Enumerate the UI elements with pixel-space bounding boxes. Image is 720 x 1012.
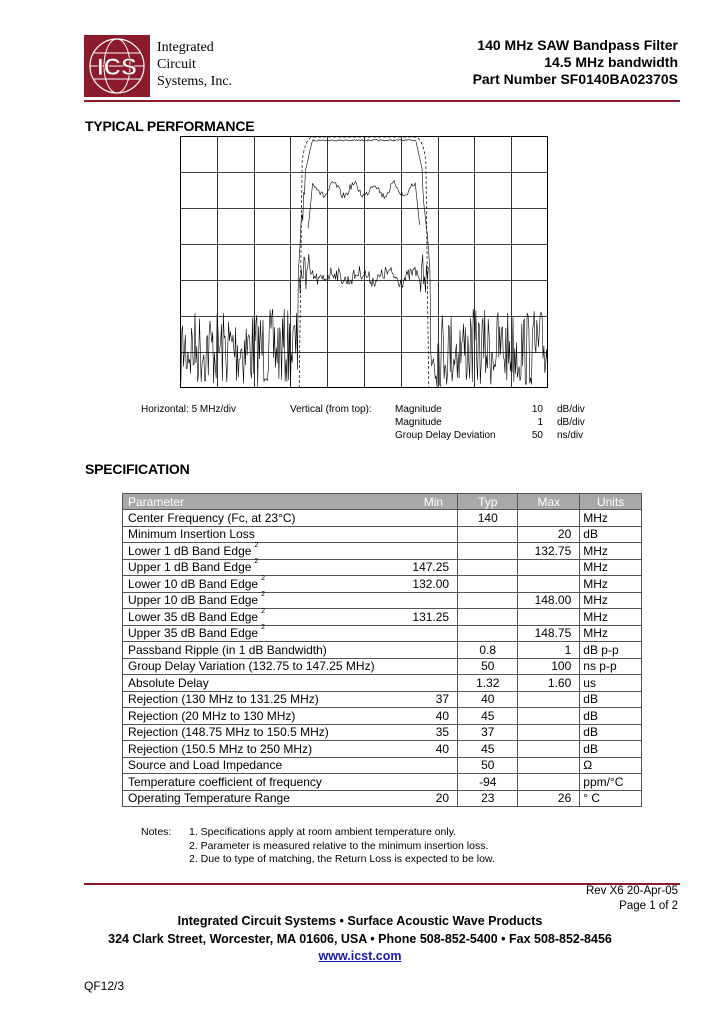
bandwidth-title: 14.5 MHz bandwidth bbox=[544, 54, 678, 70]
parameter-text: Center Frequency (Fc, at 23°C) bbox=[128, 510, 296, 525]
cell-max bbox=[518, 724, 580, 741]
trace-unit: ns/div bbox=[557, 430, 584, 441]
cell-max bbox=[518, 609, 580, 626]
cell-typ: 45 bbox=[458, 741, 518, 758]
cell-units: MHz bbox=[580, 510, 642, 527]
cell-typ: 50 bbox=[458, 658, 518, 675]
website-link[interactable]: www.icst.com bbox=[318, 949, 402, 963]
cell-units: dB bbox=[580, 724, 642, 741]
cell-units: dB bbox=[580, 741, 642, 758]
cell-min: 40 bbox=[394, 708, 458, 725]
form-code: QF12/3 bbox=[84, 979, 125, 993]
table-row bbox=[123, 642, 642, 659]
parameter-text: Group Delay Variation (132.75 to 147.25 MHz) bbox=[128, 659, 375, 674]
notes-label: Notes: bbox=[141, 826, 172, 838]
note-item: 2. Parameter is measured relative to the minimum insertion loss. bbox=[189, 839, 489, 852]
cell-parameter bbox=[123, 625, 394, 642]
trace-legend-row bbox=[395, 403, 605, 416]
cell-min: 37 bbox=[394, 691, 458, 708]
cell-max bbox=[518, 576, 580, 593]
trace-unit: dB/div bbox=[557, 404, 585, 415]
header-divider bbox=[84, 100, 680, 102]
company-name-line: Systems, Inc. bbox=[157, 74, 233, 89]
parameter-text: Rejection (20 MHz to 130 MHz) bbox=[128, 708, 296, 723]
cell-max: 148.00 bbox=[518, 592, 580, 609]
cell-min: 40 bbox=[394, 741, 458, 758]
table-row bbox=[123, 543, 642, 560]
cell-parameter bbox=[123, 774, 394, 791]
cell-max bbox=[518, 691, 580, 708]
cell-min bbox=[394, 510, 458, 527]
table-row bbox=[123, 592, 642, 609]
cell-parameter bbox=[123, 543, 394, 560]
footnote-marker: 2 bbox=[261, 624, 266, 632]
note-item: 2. Due to type of matching, the Return Loss is expected to be low. bbox=[189, 853, 495, 865]
performance-plot bbox=[180, 136, 548, 388]
cell-parameter bbox=[123, 675, 394, 692]
table-row bbox=[123, 691, 642, 708]
cell-min bbox=[394, 658, 458, 675]
parameter-text: Lower 10 dB Band Edge bbox=[128, 576, 259, 591]
cell-typ: 50 bbox=[458, 757, 518, 774]
cell-typ bbox=[458, 576, 518, 593]
footnote-marker: 2 bbox=[254, 541, 259, 549]
company-name-line: Circuit bbox=[157, 57, 196, 72]
cell-typ bbox=[458, 609, 518, 626]
cell-units: ° C bbox=[580, 790, 642, 807]
trace-name: Magnitude bbox=[395, 404, 442, 415]
cell-min: 132.00 bbox=[394, 576, 458, 593]
cell-parameter bbox=[123, 757, 394, 774]
cell-min bbox=[394, 625, 458, 642]
cell-typ: 1.32 bbox=[458, 675, 518, 692]
table-row bbox=[123, 724, 642, 741]
parameter-text: Upper 10 dB Band Edge bbox=[128, 593, 259, 608]
cell-typ bbox=[458, 543, 518, 560]
cell-typ: 37 bbox=[458, 724, 518, 741]
cell-typ: 0.8 bbox=[458, 642, 518, 659]
trace-value: 50 bbox=[531, 430, 543, 441]
cell-parameter bbox=[123, 741, 394, 758]
cell-parameter bbox=[123, 592, 394, 609]
cell-typ: -94 bbox=[458, 774, 518, 791]
table-row bbox=[123, 675, 642, 692]
parameter-text: Minimum Insertion Loss bbox=[128, 527, 255, 542]
cell-units: MHz bbox=[580, 625, 642, 642]
trace-name: Group Delay Deviation bbox=[395, 430, 496, 441]
cell-typ: 140 bbox=[458, 510, 518, 527]
cell-units: dB bbox=[580, 708, 642, 725]
cell-min bbox=[394, 543, 458, 560]
parameter-text: Rejection (148.75 MHz to 150.5 MHz) bbox=[128, 725, 329, 740]
page-number: Page 1 of 2 bbox=[619, 900, 678, 912]
cell-max: 100 bbox=[518, 658, 580, 675]
cell-parameter bbox=[123, 526, 394, 543]
cell-min: 35 bbox=[394, 724, 458, 741]
cell-typ bbox=[458, 526, 518, 543]
trace-legend bbox=[395, 403, 605, 442]
table-row bbox=[123, 790, 642, 807]
cell-max bbox=[518, 774, 580, 791]
footer-address-line: 324 Clark Street, Worcester, MA 01606, USA • Phone 508-852-5400 • Fax 508-852-8456 bbox=[108, 932, 612, 946]
specification-table bbox=[122, 493, 642, 807]
cell-parameter bbox=[123, 576, 394, 593]
cell-parameter bbox=[123, 609, 394, 626]
cell-typ: 23 bbox=[458, 790, 518, 807]
cell-min bbox=[394, 757, 458, 774]
trace-legend-row bbox=[395, 429, 605, 442]
cell-units: MHz bbox=[580, 559, 642, 576]
parameter-text: Temperature coefficient of frequency bbox=[128, 774, 322, 789]
cell-units: MHz bbox=[580, 592, 642, 609]
column-header-max: Max bbox=[518, 494, 580, 510]
product-title: 140 MHz SAW Bandpass Filter bbox=[477, 37, 678, 53]
cell-typ bbox=[458, 559, 518, 576]
cell-units: ppm/°C bbox=[580, 774, 642, 791]
cell-max bbox=[518, 510, 580, 527]
cell-typ: 45 bbox=[458, 708, 518, 725]
cell-min bbox=[394, 592, 458, 609]
note-item: 1. Specifications apply at room ambient temperature only. bbox=[189, 826, 457, 838]
cell-parameter bbox=[123, 510, 394, 527]
logo-text: ICS bbox=[96, 54, 138, 81]
cell-min bbox=[394, 526, 458, 543]
table-row bbox=[123, 526, 642, 543]
cell-max: 148.75 bbox=[518, 625, 580, 642]
table-row bbox=[123, 774, 642, 791]
trace-name: Magnitude bbox=[395, 417, 442, 428]
trace-unit: dB/div bbox=[557, 417, 585, 428]
cell-parameter bbox=[123, 658, 394, 675]
footnote-marker: 2 bbox=[261, 591, 266, 599]
specification-heading: SPECIFICATION bbox=[85, 461, 190, 477]
cell-units: MHz bbox=[580, 576, 642, 593]
cell-units: ns p-p bbox=[580, 658, 642, 675]
cell-max: 1 bbox=[518, 642, 580, 659]
cell-units: MHz bbox=[580, 609, 642, 626]
table-header-row bbox=[123, 494, 642, 510]
parameter-text: Absolute Delay bbox=[128, 675, 209, 690]
part-number: Part Number SF0140BA02370S bbox=[472, 71, 678, 87]
table-row bbox=[123, 708, 642, 725]
cell-max: 20 bbox=[518, 526, 580, 543]
table-row bbox=[123, 757, 642, 774]
revision-block bbox=[586, 884, 678, 914]
cell-units: Ω bbox=[580, 757, 642, 774]
table-row bbox=[123, 609, 642, 626]
column-header-units: Units bbox=[580, 494, 642, 510]
cell-units: MHz bbox=[580, 543, 642, 560]
parameter-text: Upper 1 dB Band Edge bbox=[128, 560, 252, 575]
cell-typ: 40 bbox=[458, 691, 518, 708]
cell-min bbox=[394, 675, 458, 692]
cell-min bbox=[394, 774, 458, 791]
cell-min: 131.25 bbox=[394, 609, 458, 626]
cell-max bbox=[518, 757, 580, 774]
cell-max bbox=[518, 741, 580, 758]
column-header-typ: Typ bbox=[458, 494, 518, 510]
parameter-text: Rejection (150.5 MHz to 250 MHz) bbox=[128, 741, 313, 756]
cell-units: us bbox=[580, 675, 642, 692]
footnote-marker: 2 bbox=[261, 574, 266, 582]
trace-legend-row bbox=[395, 416, 605, 429]
cell-max: 132.75 bbox=[518, 543, 580, 560]
cell-min bbox=[394, 642, 458, 659]
document-title-block bbox=[473, 37, 678, 88]
parameter-text: Lower 1 dB Band Edge bbox=[128, 543, 252, 558]
typical-performance-heading: TYPICAL PERFORMANCE bbox=[85, 118, 255, 134]
trace-value: 1 bbox=[537, 417, 543, 428]
parameter-text: Operating Temperature Range bbox=[128, 791, 290, 806]
footer-company-line: Integrated Circuit Systems • Surface Acoustic Wave Products bbox=[177, 914, 543, 928]
column-header-parameter: Parameter bbox=[123, 494, 394, 510]
table-row bbox=[123, 625, 642, 642]
cell-parameter bbox=[123, 642, 394, 659]
horizontal-scale: Horizontal: 5 MHz/div bbox=[141, 404, 237, 415]
parameter-text: Upper 35 dB Band Edge bbox=[128, 626, 259, 641]
table-row bbox=[123, 658, 642, 675]
footnote-marker: 2 bbox=[254, 558, 259, 566]
table-row bbox=[123, 576, 642, 593]
cell-parameter bbox=[123, 691, 394, 708]
cell-parameter bbox=[123, 708, 394, 725]
cell-parameter bbox=[123, 559, 394, 576]
parameter-text: Lower 35 dB Band Edge bbox=[128, 609, 259, 624]
column-header-min: Min bbox=[394, 494, 458, 510]
parameter-text: Rejection (130 MHz to 131.25 MHz) bbox=[128, 692, 319, 707]
cell-parameter bbox=[123, 724, 394, 741]
plot-frame bbox=[181, 137, 548, 388]
cell-max bbox=[518, 559, 580, 576]
table-row bbox=[123, 741, 642, 758]
revision-date: Rev X6 20-Apr-05 bbox=[585, 885, 678, 897]
table-row bbox=[123, 510, 642, 527]
vertical-scale-label: Vertical (from top): bbox=[290, 404, 372, 415]
cell-max bbox=[518, 708, 580, 725]
company-logo bbox=[84, 35, 150, 97]
cell-max: 1.60 bbox=[518, 675, 580, 692]
company-name-line: Integrated bbox=[157, 40, 214, 55]
trace-value: 10 bbox=[531, 404, 543, 415]
cell-units: dB bbox=[580, 526, 642, 543]
cell-typ bbox=[458, 592, 518, 609]
cell-min: 20 bbox=[394, 790, 458, 807]
parameter-text: Source and Load Impedance bbox=[128, 758, 283, 773]
table-row bbox=[123, 559, 642, 576]
company-name bbox=[157, 39, 232, 90]
footnote-marker: 2 bbox=[261, 607, 266, 615]
parameter-text: Passband Ripple (in 1 dB Bandwidth) bbox=[128, 642, 327, 657]
cell-typ bbox=[458, 625, 518, 642]
cell-min: 147.25 bbox=[394, 559, 458, 576]
cell-max: 26 bbox=[518, 790, 580, 807]
cell-units: dB bbox=[580, 691, 642, 708]
cell-units: dB p-p bbox=[580, 642, 642, 659]
cell-parameter bbox=[123, 790, 394, 807]
